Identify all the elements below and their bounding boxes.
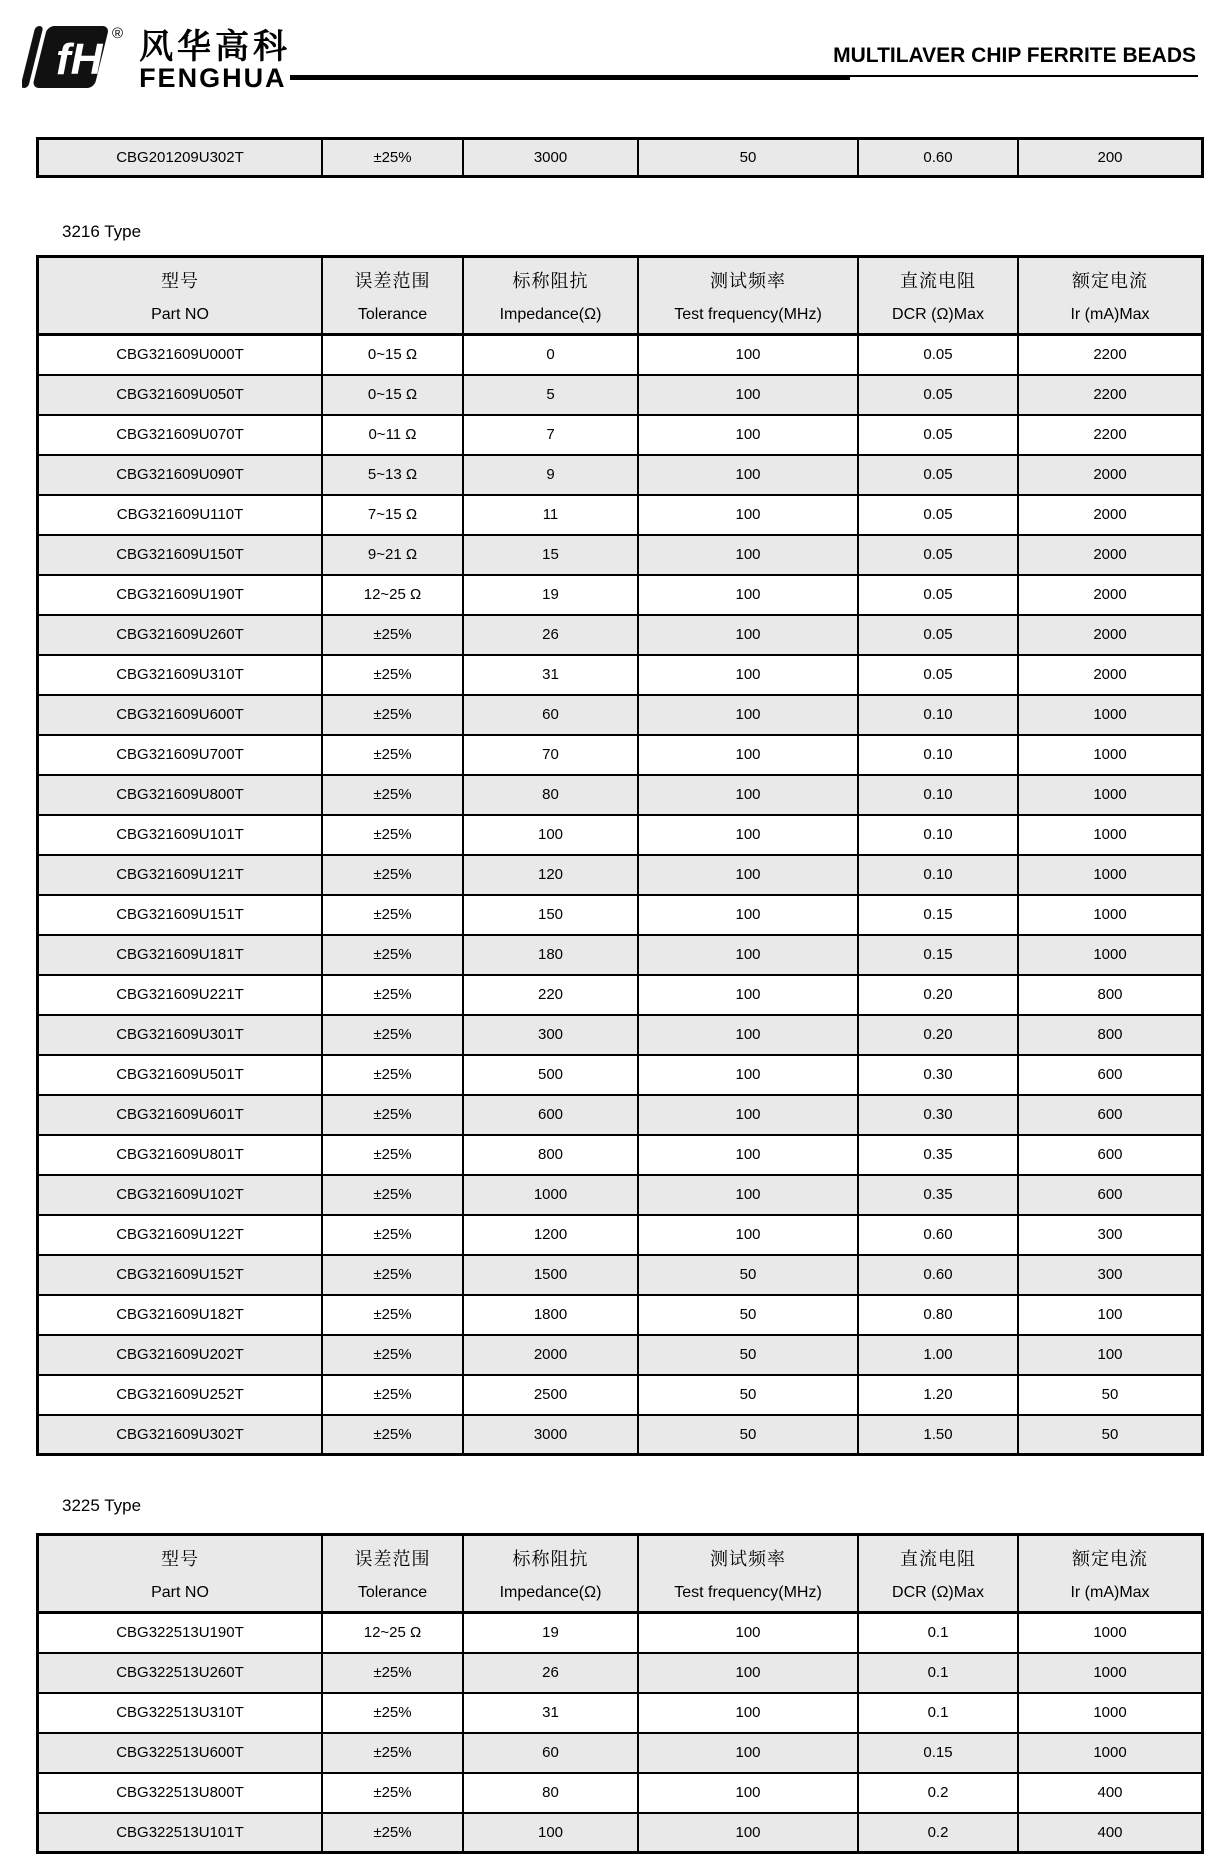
cell-tolerance: ±25% <box>322 1175 463 1215</box>
cell-tolerance: 12~25 Ω <box>322 575 463 615</box>
cell-tolerance: ±25% <box>322 975 463 1015</box>
cell-test-frequency: 50 <box>638 1295 858 1335</box>
cell-impedance: 3000 <box>463 139 638 177</box>
cell-impedance: 1500 <box>463 1255 638 1295</box>
cell-rated-current: 1000 <box>1018 895 1203 935</box>
cell-tolerance: ±25% <box>322 1095 463 1135</box>
cell-rated-current: 1000 <box>1018 1653 1203 1693</box>
cell-impedance: 31 <box>463 1693 638 1733</box>
cell-rated-current: 2200 <box>1018 375 1203 415</box>
column-header-cn: 测试频率 <box>710 271 786 291</box>
cell-tolerance: ±25% <box>322 1335 463 1375</box>
cell-rated-current: 600 <box>1018 1055 1203 1095</box>
cell-impedance: 180 <box>463 935 638 975</box>
cell-tolerance: 12~25 Ω <box>322 1613 463 1653</box>
cell-tolerance: ±25% <box>322 1055 463 1095</box>
cell-test-frequency: 100 <box>638 815 858 855</box>
cell-rated-current: 400 <box>1018 1813 1203 1853</box>
cell-part-no: CBG321609U070T <box>38 415 323 455</box>
cell-rated-current: 1000 <box>1018 775 1203 815</box>
cell-test-frequency: 100 <box>638 1095 858 1135</box>
cell-dcr: 0.2 <box>858 1773 1018 1813</box>
cell-dcr: 0.10 <box>858 775 1018 815</box>
cell-impedance: 70 <box>463 735 638 775</box>
cell-part-no: CBG321609U102T <box>38 1175 323 1215</box>
column-header-en: DCR (Ω)Max <box>892 1584 984 1601</box>
cell-rated-current: 2000 <box>1018 455 1203 495</box>
table-row <box>38 1015 1203 1055</box>
table-row <box>38 1653 1203 1693</box>
cell-dcr: 0.10 <box>858 735 1018 775</box>
column-header <box>322 257 463 335</box>
cell-rated-current: 800 <box>1018 1015 1203 1055</box>
cell-tolerance: 0~11 Ω <box>322 415 463 455</box>
cell-part-no: CBG321609U260T <box>38 615 323 655</box>
cell-test-frequency: 100 <box>638 895 858 935</box>
cell-tolerance: ±25% <box>322 1015 463 1055</box>
cell-dcr: 0.80 <box>858 1295 1018 1335</box>
cell-dcr: 0.60 <box>858 1215 1018 1255</box>
table-row <box>38 1415 1203 1455</box>
table-2012-last-row <box>36 137 1204 178</box>
cell-part-no: CBG321609U221T <box>38 975 323 1015</box>
cell-dcr: 0.60 <box>858 139 1018 177</box>
column-header <box>638 257 858 335</box>
column-header <box>858 1535 1018 1613</box>
cell-tolerance: ±25% <box>322 1295 463 1335</box>
cell-test-frequency: 100 <box>638 1135 858 1175</box>
cell-rated-current: 50 <box>1018 1375 1203 1415</box>
cell-tolerance: 5~13 Ω <box>322 455 463 495</box>
cell-test-frequency: 50 <box>638 1375 858 1415</box>
cell-dcr: 0.05 <box>858 415 1018 455</box>
cell-impedance: 26 <box>463 1653 638 1693</box>
column-header <box>38 257 323 335</box>
cell-rated-current: 1000 <box>1018 1733 1203 1773</box>
registered-mark: ® <box>112 25 124 42</box>
cell-tolerance: ±25% <box>322 655 463 695</box>
table-row <box>38 1375 1203 1415</box>
cell-part-no: CBG322513U190T <box>38 1613 323 1653</box>
cell-part-no: CBG321609U151T <box>38 895 323 935</box>
table-3216-type <box>36 255 1204 1456</box>
cell-part-no: CBG321609U110T <box>38 495 323 535</box>
cell-dcr: 0.15 <box>858 895 1018 935</box>
column-header-cn: 直流电阻 <box>900 1549 976 1569</box>
table-row <box>38 815 1203 855</box>
brand-text <box>139 30 291 92</box>
cell-test-frequency: 100 <box>638 775 858 815</box>
cell-test-frequency: 100 <box>638 1813 858 1853</box>
cell-test-frequency: 100 <box>638 1613 858 1653</box>
page-title: MULTILAVER CHIP FERRITE BEADS <box>833 44 1196 67</box>
cell-rated-current: 100 <box>1018 1295 1203 1335</box>
cell-part-no: CBG321609U150T <box>38 535 323 575</box>
table-row <box>38 1175 1203 1215</box>
table-row <box>38 1295 1203 1335</box>
cell-tolerance: ±25% <box>322 935 463 975</box>
cell-rated-current: 2000 <box>1018 655 1203 695</box>
cell-test-frequency: 100 <box>638 415 858 455</box>
cell-test-frequency: 100 <box>638 535 858 575</box>
cell-part-no: CBG322513U600T <box>38 1733 323 1773</box>
table-row <box>38 935 1203 975</box>
cell-part-no: CBG321609U121T <box>38 855 323 895</box>
column-header-cn: 额定电流 <box>1072 271 1148 291</box>
cell-tolerance: 9~21 Ω <box>322 535 463 575</box>
cell-tolerance: ±25% <box>322 1415 463 1455</box>
table-row <box>38 775 1203 815</box>
cell-rated-current: 2000 <box>1018 495 1203 535</box>
table-row <box>38 535 1203 575</box>
column-header-cn: 误差范围 <box>354 1549 431 1569</box>
cell-impedance: 1200 <box>463 1215 638 1255</box>
section-label-3225: 3225 Type <box>62 1496 142 1515</box>
cell-dcr: 0.05 <box>858 455 1018 495</box>
cell-dcr: 0.10 <box>858 695 1018 735</box>
cell-impedance: 7 <box>463 415 638 455</box>
cell-part-no: CBG322513U310T <box>38 1693 323 1733</box>
cell-rated-current: 1000 <box>1018 1693 1203 1733</box>
cell-impedance: 9 <box>463 455 638 495</box>
column-header <box>463 257 638 335</box>
column-header-cn: 标称阻抗 <box>512 1549 589 1569</box>
cell-impedance: 19 <box>463 1613 638 1653</box>
column-header <box>638 1535 858 1613</box>
cell-dcr: 0.10 <box>858 815 1018 855</box>
table-row <box>38 895 1203 935</box>
header-logo-block <box>22 24 291 92</box>
cell-rated-current: 1000 <box>1018 1613 1203 1653</box>
column-header <box>1018 257 1203 335</box>
cell-test-frequency: 100 <box>638 335 858 375</box>
table-row <box>38 1773 1203 1813</box>
cell-test-frequency: 100 <box>638 1055 858 1095</box>
cell-impedance: 0 <box>463 335 638 375</box>
cell-tolerance: ±25% <box>322 695 463 735</box>
cell-dcr: 0.05 <box>858 375 1018 415</box>
cell-dcr: 0.1 <box>858 1653 1018 1693</box>
table-row <box>38 1135 1203 1175</box>
cell-impedance: 1800 <box>463 1295 638 1335</box>
cell-impedance: 220 <box>463 975 638 1015</box>
cell-tolerance: 0~15 Ω <box>322 335 463 375</box>
table-row <box>38 1335 1203 1375</box>
cell-part-no: CBG321609U181T <box>38 935 323 975</box>
cell-dcr: 0.20 <box>858 975 1018 1015</box>
cell-rated-current: 100 <box>1018 1335 1203 1375</box>
table-header-row <box>38 1535 1203 1613</box>
cell-dcr: 0.15 <box>858 935 1018 975</box>
cell-rated-current: 2000 <box>1018 615 1203 655</box>
cell-test-frequency: 100 <box>638 1693 858 1733</box>
cell-tolerance: ±25% <box>322 1653 463 1693</box>
column-header-en: Part NO <box>151 306 209 323</box>
cell-tolerance: ±25% <box>322 1135 463 1175</box>
cell-impedance: 100 <box>463 1813 638 1853</box>
table-row <box>38 1215 1203 1255</box>
cell-impedance: 60 <box>463 695 638 735</box>
cell-test-frequency: 50 <box>638 1335 858 1375</box>
column-header-cn: 误差范围 <box>354 271 431 291</box>
column-header-cn: 直流电阻 <box>900 271 976 291</box>
column-header-en: Tolerance <box>357 306 428 323</box>
cell-impedance: 2000 <box>463 1335 638 1375</box>
cell-rated-current: 2000 <box>1018 535 1203 575</box>
table-row <box>38 1733 1203 1773</box>
cell-tolerance: ±25% <box>322 1375 463 1415</box>
cell-impedance: 800 <box>463 1135 638 1175</box>
cell-dcr: 1.00 <box>858 1335 1018 1375</box>
cell-impedance: 19 <box>463 575 638 615</box>
cell-part-no: CBG321609U801T <box>38 1135 323 1175</box>
cell-tolerance: ±25% <box>322 139 463 177</box>
cell-test-frequency: 100 <box>638 1733 858 1773</box>
cell-dcr: 0.05 <box>858 495 1018 535</box>
cell-part-no: CBG321609U122T <box>38 1215 323 1255</box>
cell-test-frequency: 100 <box>638 695 858 735</box>
cell-test-frequency: 100 <box>638 1215 858 1255</box>
table-row <box>38 375 1203 415</box>
cell-part-no: CBG321609U090T <box>38 455 323 495</box>
cell-rated-current: 1000 <box>1018 695 1203 735</box>
column-header <box>858 257 1018 335</box>
table-row <box>38 575 1203 615</box>
column-header-cn: 型号 <box>161 1549 199 1569</box>
table-row <box>38 1255 1203 1295</box>
cell-test-frequency: 100 <box>638 1773 858 1813</box>
cell-tolerance: ±25% <box>322 855 463 895</box>
cell-dcr: 0.35 <box>858 1135 1018 1175</box>
table-row <box>38 655 1203 695</box>
cell-dcr: 0.05 <box>858 335 1018 375</box>
column-header-en: Impedance(Ω) <box>499 1584 602 1601</box>
cell-impedance: 150 <box>463 895 638 935</box>
cell-test-frequency: 100 <box>638 575 858 615</box>
column-header-en: Test frequency(MHz) <box>674 1584 822 1601</box>
cell-tolerance: ±25% <box>322 895 463 935</box>
cell-rated-current: 600 <box>1018 1175 1203 1215</box>
cell-part-no: CBG321609U301T <box>38 1015 323 1055</box>
cell-rated-current: 600 <box>1018 1095 1203 1135</box>
cell-test-frequency: 100 <box>638 495 858 535</box>
cell-dcr: 0.05 <box>858 655 1018 695</box>
cell-dcr: 0.05 <box>858 535 1018 575</box>
cell-tolerance: ±25% <box>322 815 463 855</box>
svg-text:fH: fH <box>56 35 103 84</box>
cell-part-no: CBG321609U152T <box>38 1255 323 1295</box>
column-header <box>1018 1535 1203 1613</box>
cell-impedance: 300 <box>463 1015 638 1055</box>
cell-rated-current: 300 <box>1018 1215 1203 1255</box>
cell-impedance: 31 <box>463 655 638 695</box>
cell-tolerance: ±25% <box>322 1255 463 1295</box>
header-rule-thick <box>290 75 850 80</box>
cell-rated-current: 600 <box>1018 1135 1203 1175</box>
cell-impedance: 1000 <box>463 1175 638 1215</box>
cell-rated-current: 1000 <box>1018 935 1203 975</box>
table-row <box>38 455 1203 495</box>
cell-rated-current: 300 <box>1018 1255 1203 1295</box>
header-rule-thin <box>850 75 1198 77</box>
cell-impedance: 26 <box>463 615 638 655</box>
table-row <box>38 415 1203 455</box>
column-header-en: Test frequency(MHz) <box>674 306 822 323</box>
cell-rated-current: 800 <box>1018 975 1203 1015</box>
cell-dcr: 0.30 <box>858 1095 1018 1135</box>
cell-test-frequency: 100 <box>638 375 858 415</box>
table-row <box>38 1693 1203 1733</box>
cell-test-frequency: 50 <box>638 1415 858 1455</box>
cell-rated-current: 2200 <box>1018 415 1203 455</box>
cell-part-no: CBG321609U800T <box>38 775 323 815</box>
cell-test-frequency: 100 <box>638 655 858 695</box>
column-header-cn: 额定电流 <box>1072 1549 1148 1569</box>
cell-dcr: 1.50 <box>858 1415 1018 1455</box>
table-3225-type <box>36 1533 1204 1854</box>
cell-impedance: 2500 <box>463 1375 638 1415</box>
cell-tolerance: ±25% <box>322 1693 463 1733</box>
cell-test-frequency: 100 <box>638 975 858 1015</box>
cell-impedance: 80 <box>463 1773 638 1813</box>
cell-part-no: CBG322513U800T <box>38 1773 323 1813</box>
table-row <box>38 1095 1203 1135</box>
cell-test-frequency: 100 <box>638 1653 858 1693</box>
cell-impedance: 120 <box>463 855 638 895</box>
cell-tolerance: ±25% <box>322 1215 463 1255</box>
cell-test-frequency: 50 <box>638 139 858 177</box>
table-row <box>38 695 1203 735</box>
fenghua-logo-icon <box>22 24 110 90</box>
column-header-en: Part NO <box>151 1584 209 1601</box>
table-row <box>38 1055 1203 1095</box>
cell-rated-current: 1000 <box>1018 735 1203 775</box>
cell-dcr: 0.20 <box>858 1015 1018 1055</box>
column-header-cn: 标称阻抗 <box>512 271 589 291</box>
cell-test-frequency: 100 <box>638 1175 858 1215</box>
table-row <box>38 975 1203 1015</box>
cell-impedance: 600 <box>463 1095 638 1135</box>
cell-dcr: 0.30 <box>858 1055 1018 1095</box>
cell-tolerance: ±25% <box>322 1813 463 1853</box>
cell-part-no: CBG321609U252T <box>38 1375 323 1415</box>
column-header-en: Ir (mA)Max <box>1070 1584 1150 1601</box>
cell-part-no: CBG321609U700T <box>38 735 323 775</box>
brand-name-chinese: 风华高科 <box>139 28 292 66</box>
cell-tolerance: 7~15 Ω <box>322 495 463 535</box>
cell-test-frequency: 100 <box>638 855 858 895</box>
cell-tolerance: ±25% <box>322 1773 463 1813</box>
cell-tolerance: 0~15 Ω <box>322 375 463 415</box>
table-row <box>38 335 1203 375</box>
cell-impedance: 60 <box>463 1733 638 1773</box>
cell-tolerance: ±25% <box>322 1733 463 1773</box>
table-row <box>38 495 1203 535</box>
cell-test-frequency: 100 <box>638 935 858 975</box>
column-header <box>463 1535 638 1613</box>
cell-rated-current: 1000 <box>1018 855 1203 895</box>
column-header <box>38 1535 323 1613</box>
cell-rated-current: 50 <box>1018 1415 1203 1455</box>
column-header-en: DCR (Ω)Max <box>892 306 984 323</box>
cell-dcr: 0.15 <box>858 1733 1018 1773</box>
table-row <box>38 1613 1203 1653</box>
table-row <box>38 615 1203 655</box>
brand-name-english: FENGHUA <box>139 63 287 93</box>
cell-tolerance: ±25% <box>322 615 463 655</box>
cell-part-no: CBG321609U600T <box>38 695 323 735</box>
cell-test-frequency: 100 <box>638 1015 858 1055</box>
cell-rated-current: 1000 <box>1018 815 1203 855</box>
column-header-en: Ir (mA)Max <box>1070 306 1150 323</box>
cell-test-frequency: 100 <box>638 455 858 495</box>
cell-dcr: 0.1 <box>858 1613 1018 1653</box>
cell-part-no: CBG321609U310T <box>38 655 323 695</box>
cell-part-no: CBG201209U302T <box>38 139 323 177</box>
cell-tolerance: ±25% <box>322 735 463 775</box>
cell-impedance: 80 <box>463 775 638 815</box>
table-row <box>38 139 1203 177</box>
cell-test-frequency: 100 <box>638 615 858 655</box>
cell-dcr: 0.10 <box>858 855 1018 895</box>
cell-part-no: CBG321609U302T <box>38 1415 323 1455</box>
cell-part-no: CBG321609U601T <box>38 1095 323 1135</box>
cell-rated-current: 200 <box>1018 139 1203 177</box>
cell-impedance: 15 <box>463 535 638 575</box>
column-header-en: Tolerance <box>357 1584 428 1601</box>
cell-rated-current: 2200 <box>1018 335 1203 375</box>
cell-part-no: CBG321609U190T <box>38 575 323 615</box>
cell-rated-current: 400 <box>1018 1773 1203 1813</box>
cell-test-frequency: 50 <box>638 1255 858 1295</box>
cell-tolerance: ±25% <box>322 775 463 815</box>
cell-part-no: CBG321609U501T <box>38 1055 323 1095</box>
table-row <box>38 1813 1203 1853</box>
cell-part-no: CBG321609U182T <box>38 1295 323 1335</box>
column-header-cn: 型号 <box>161 271 199 291</box>
column-header-cn: 测试频率 <box>710 1549 786 1569</box>
cell-impedance: 100 <box>463 815 638 855</box>
cell-dcr: 0.35 <box>858 1175 1018 1215</box>
cell-dcr: 0.2 <box>858 1813 1018 1853</box>
cell-impedance: 500 <box>463 1055 638 1095</box>
cell-dcr: 0.1 <box>858 1693 1018 1733</box>
cell-dcr: 0.60 <box>858 1255 1018 1295</box>
cell-test-frequency: 100 <box>638 735 858 775</box>
table-row <box>38 735 1203 775</box>
cell-dcr: 0.05 <box>858 575 1018 615</box>
table-row <box>38 855 1203 895</box>
table-header-row <box>38 257 1203 335</box>
cell-part-no: CBG322513U260T <box>38 1653 323 1693</box>
cell-dcr: 0.05 <box>858 615 1018 655</box>
cell-part-no: CBG321609U050T <box>38 375 323 415</box>
column-header-en: Impedance(Ω) <box>499 306 602 323</box>
column-header <box>322 1535 463 1613</box>
cell-dcr: 1.20 <box>858 1375 1018 1415</box>
cell-part-no: CBG321609U101T <box>38 815 323 855</box>
cell-part-no: CBG321609U000T <box>38 335 323 375</box>
section-label-3216: 3216 Type <box>62 222 142 241</box>
cell-rated-current: 2000 <box>1018 575 1203 615</box>
cell-impedance: 11 <box>463 495 638 535</box>
cell-impedance: 5 <box>463 375 638 415</box>
cell-impedance: 3000 <box>463 1415 638 1455</box>
cell-part-no: CBG321609U202T <box>38 1335 323 1375</box>
cell-part-no: CBG322513U101T <box>38 1813 323 1853</box>
